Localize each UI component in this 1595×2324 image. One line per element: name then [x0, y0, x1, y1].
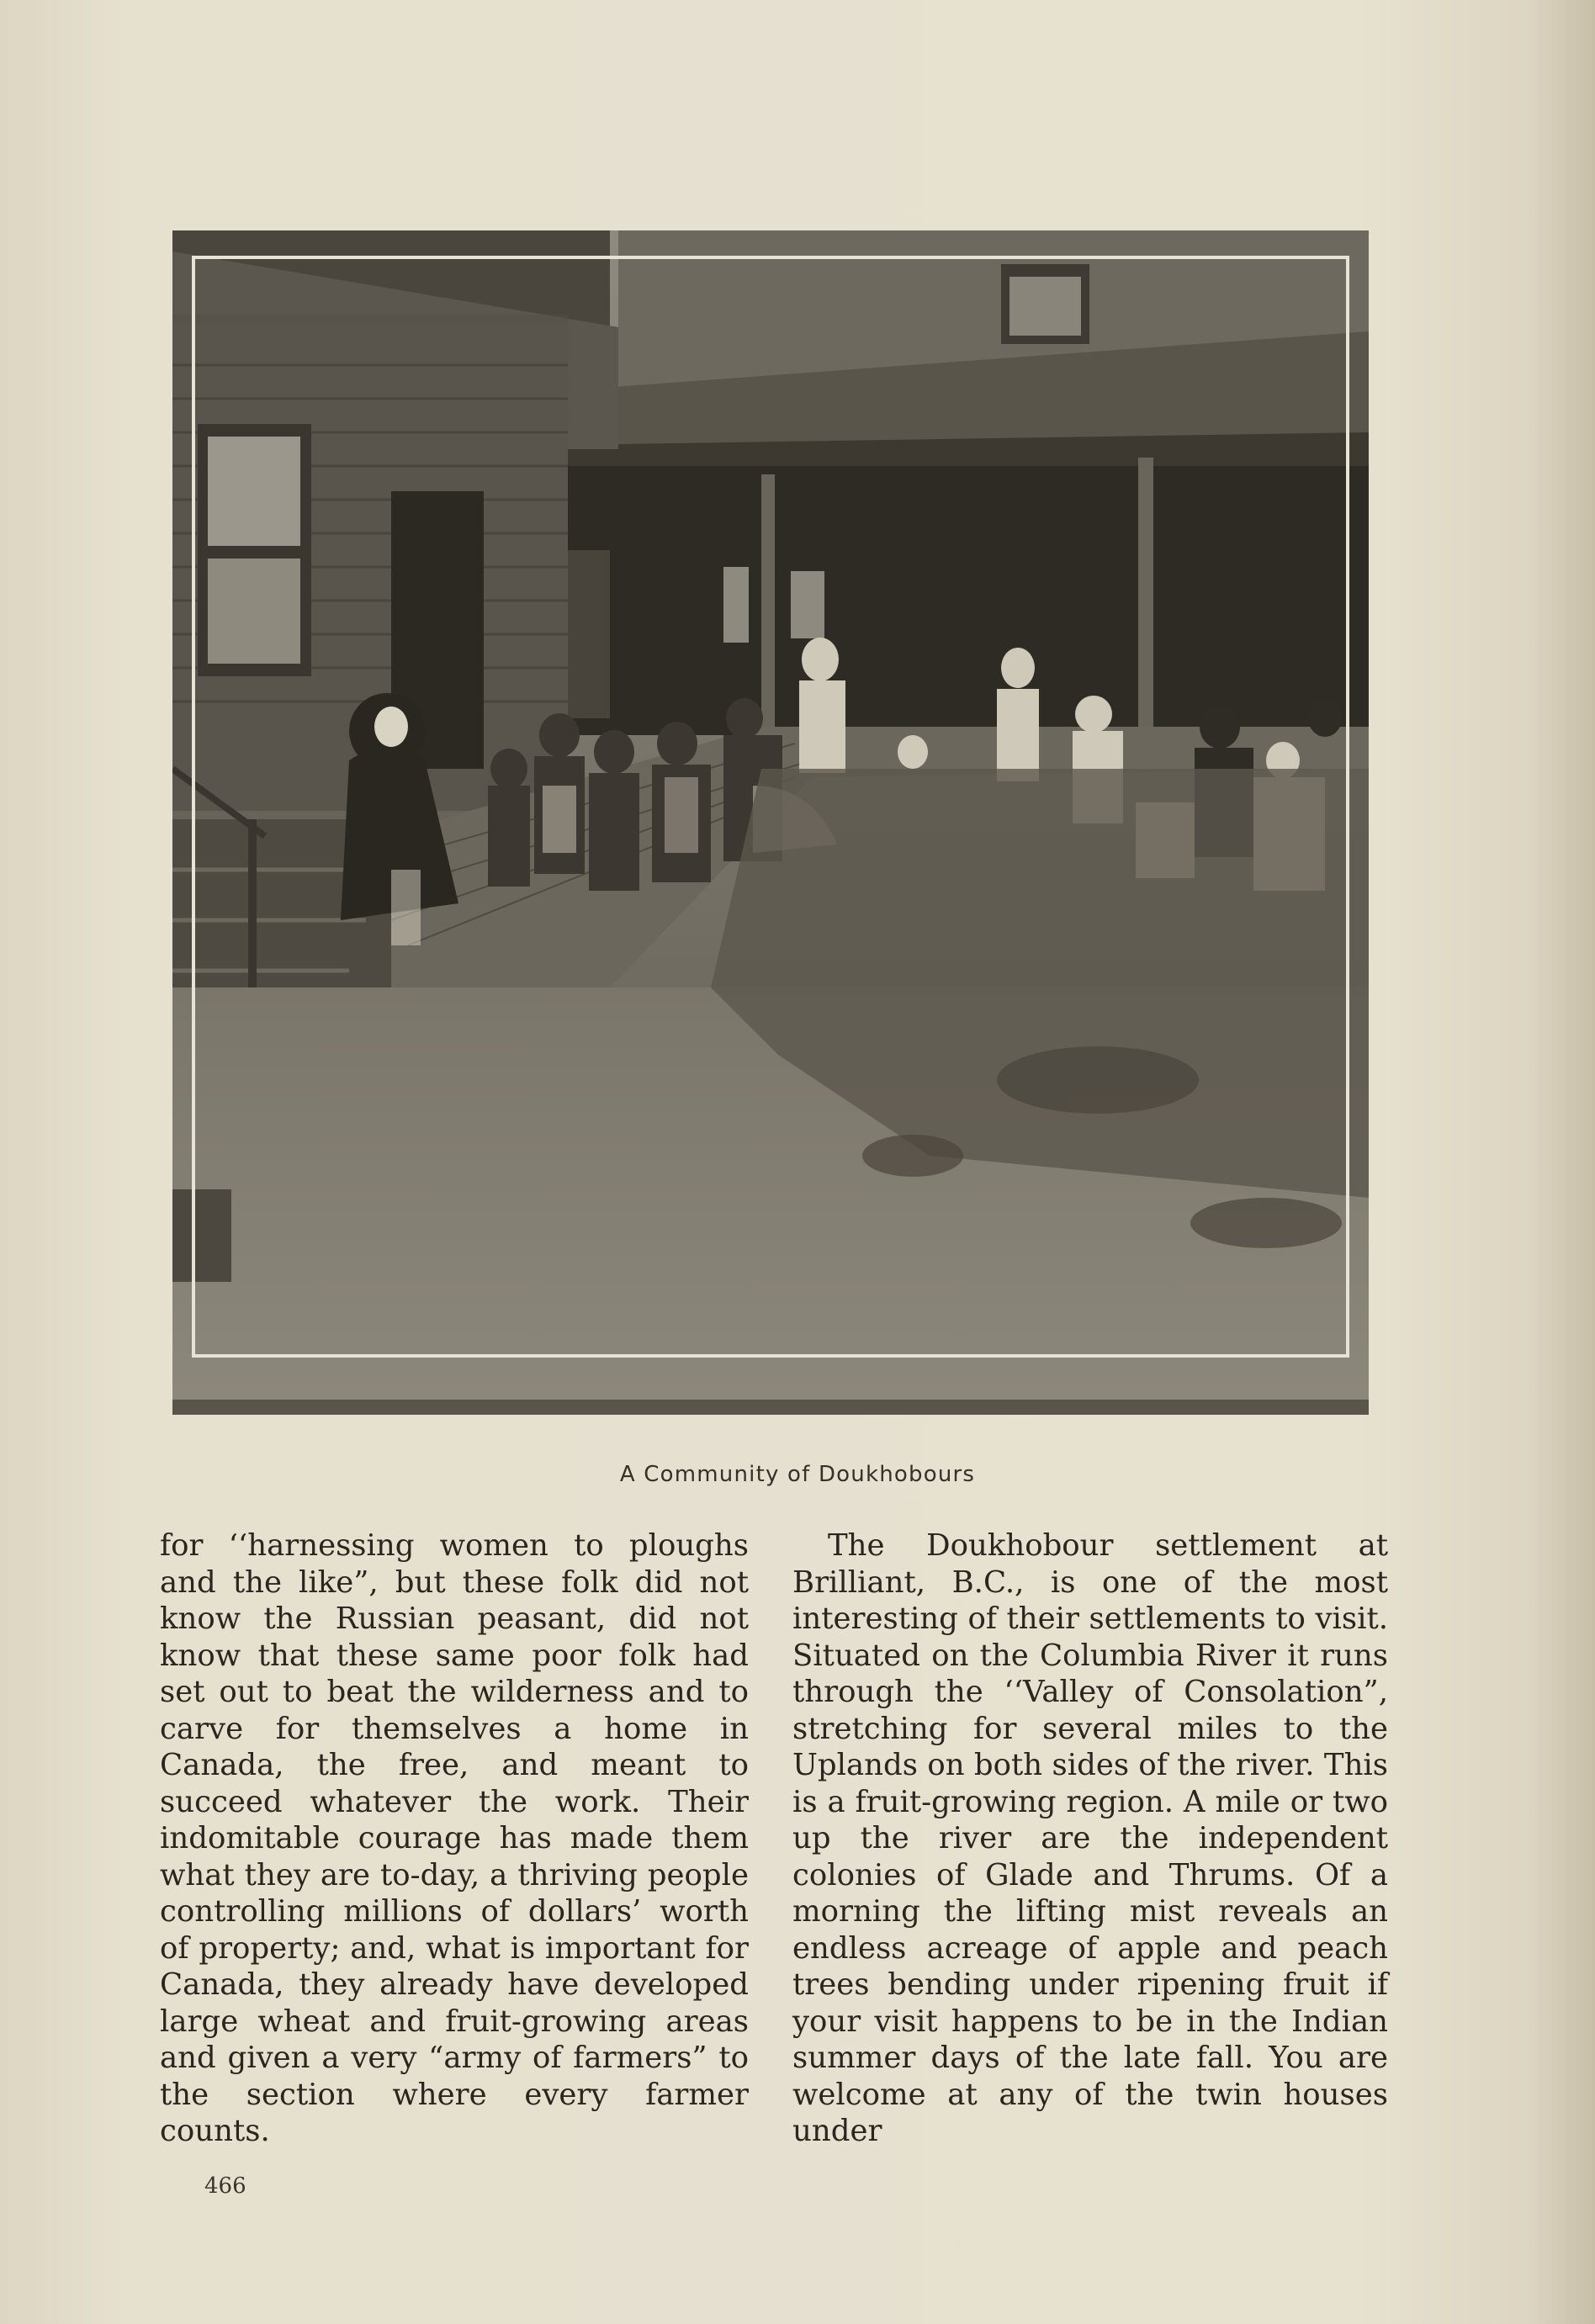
left-column-paragraph: for ‘‘harnessing women to ploughs and the like”, but these folk did not know the Russian peasant, did not know that these same poor folk had set out to beat the wilderness and to carve for themselves a home in Canada, the free, and meant to succeed whatever the work. Their indomitable courage has made them what they are to-day, a thriving people controlling millions of dollars’ worth of property; and, what is important for Canada, they already have developed large wheat and fruit-growing areas and given a very “army of farmers” to the section where every farmer counts.: [160, 1528, 749, 2148]
doukhobour-community-photo: [172, 230, 1369, 1415]
text-column-left: [160, 1527, 749, 2150]
page-number: 466: [204, 2173, 246, 2199]
text-column-right: [792, 1527, 1388, 2150]
page-gutter-shadow: [1528, 0, 1595, 2324]
photo-caption: A Community of Doukhobours: [619, 1462, 976, 1487]
right-column-paragraph: The Doukhobour settlement at Brilliant, B.C., is one of the most interesting of their settlements to visit. Situated on the Columbia River it runs through the ‘‘Valley of Consolation”, stretching for several miles to the Uplands on both sides of the river. This is a fruit-growing region. A mile or two up the river are the independent colonies of Glade and Thrums. Of a morning the lifting mist reveals an endless acreage of apple and peach trees bending under ripening fruit if your visit happens to be in the Indian summer days of the late fall. You are welcome at any of the twin houses under: [792, 1528, 1388, 2148]
